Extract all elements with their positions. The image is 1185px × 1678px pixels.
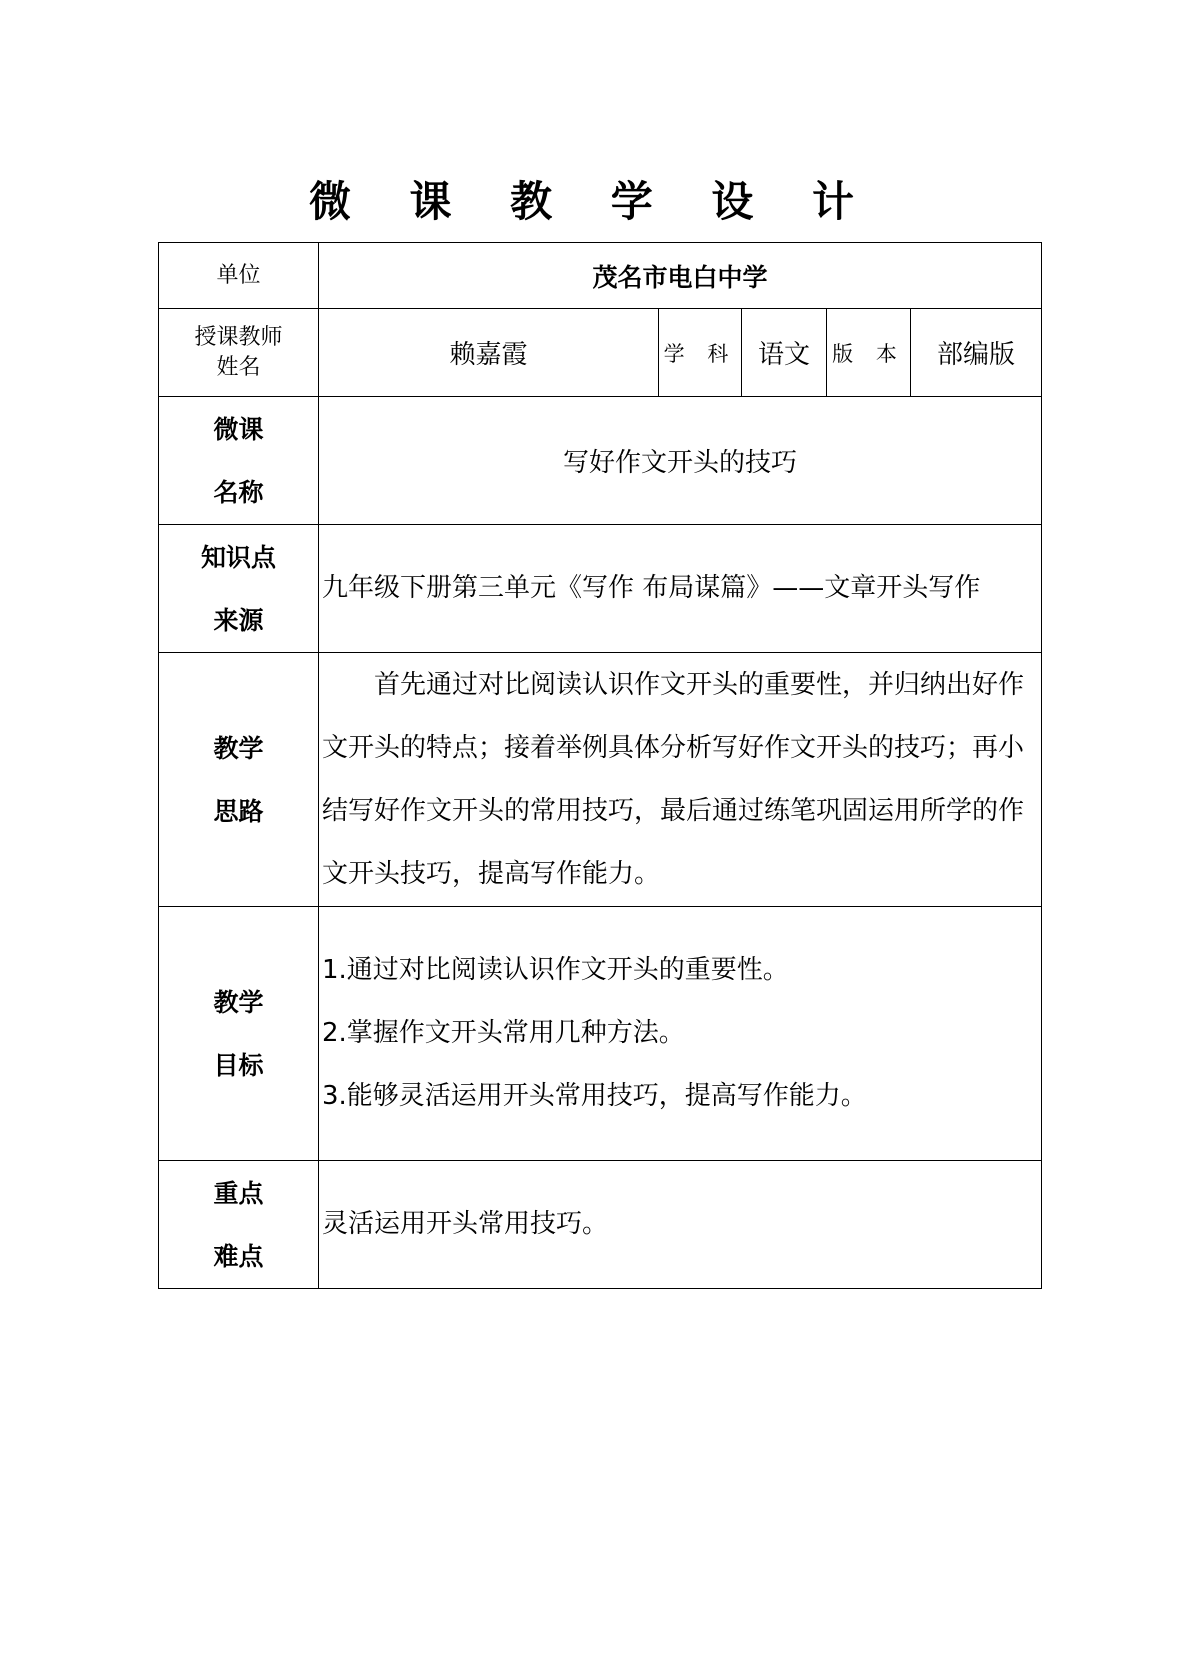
course-name-label-line2: 名称 bbox=[213, 477, 264, 507]
source-label-cell bbox=[159, 525, 319, 653]
source-label-line1: 知识点 bbox=[200, 542, 276, 572]
edition-label-cell bbox=[827, 309, 911, 397]
edition-label: 版 本 bbox=[832, 341, 905, 366]
edition-value-cell bbox=[911, 309, 1042, 397]
goals-label-cell bbox=[159, 907, 319, 1161]
goals-row bbox=[159, 907, 1042, 1161]
page-title: 微 课 教 学 设 计 bbox=[308, 177, 877, 226]
subject-value-cell bbox=[742, 309, 827, 397]
goals-label-line2: 目标 bbox=[213, 1050, 264, 1080]
source-row bbox=[159, 525, 1042, 653]
teacher-label-cell bbox=[159, 309, 319, 397]
approach-label-line1: 教学 bbox=[213, 733, 264, 763]
course-name-value-cell bbox=[319, 397, 1042, 525]
goal-item-1: 1.通过对比阅读认识作文开头的重要性。 bbox=[322, 955, 789, 985]
goal-item-3: 3.能够灵活运用开头常用技巧，提高写作能力。 bbox=[322, 1081, 867, 1111]
goals-label-line1: 教学 bbox=[213, 987, 264, 1017]
course-name-row bbox=[159, 397, 1042, 525]
teacher-label-line1: 授课教师 bbox=[194, 324, 283, 350]
subject-value: 语文 bbox=[757, 340, 810, 370]
unit-value: 茂名市电白中学 bbox=[592, 262, 768, 292]
key-points-label-line1: 重点 bbox=[213, 1178, 264, 1208]
key-points-value-cell bbox=[319, 1161, 1042, 1289]
source-value-cell bbox=[319, 525, 1042, 653]
goals-value-cell bbox=[319, 907, 1042, 1161]
key-points-value: 灵活运用开头常用技巧。 bbox=[322, 1209, 609, 1239]
teacher-row bbox=[159, 309, 1042, 397]
course-name-label-line1: 微课 bbox=[213, 414, 264, 444]
teacher-name-cell bbox=[319, 309, 659, 397]
teacher-name: 赖嘉霞 bbox=[449, 340, 528, 370]
lesson-design-form bbox=[158, 242, 1042, 1289]
approach-value-cell bbox=[319, 653, 1042, 907]
unit-value-cell bbox=[319, 243, 1042, 309]
key-points-label-line2: 难点 bbox=[213, 1241, 264, 1271]
unit-label-cell bbox=[159, 243, 319, 309]
course-name-value: 写好作文开头的技巧 bbox=[562, 448, 797, 478]
approach-paragraph: 首先通过对比阅读认识作文开头的重要性，并归纳出好作文开头的特点；接着举例具体分析写好作文开头的技巧；再小结写好作文开头的常用技巧，最后通过练笔巩固运用所学的作文开头技巧，提高写作能力。 bbox=[322, 669, 1025, 889]
unit-row bbox=[159, 243, 1042, 309]
approach-label-line2: 思路 bbox=[213, 796, 264, 826]
approach-row bbox=[159, 653, 1042, 907]
source-label-line2: 来源 bbox=[213, 605, 264, 635]
edition-value: 部编版 bbox=[936, 340, 1015, 370]
subject-label: 学 科 bbox=[663, 341, 737, 366]
goal-item-2: 2.掌握作文开头常用几种方法。 bbox=[322, 1018, 685, 1048]
subject-label-cell bbox=[659, 309, 742, 397]
course-name-label-cell bbox=[159, 397, 319, 525]
source-value: 九年级下册第三单元《写作 布局谋篇》——文章开头写作 bbox=[322, 573, 981, 603]
teacher-label-line2: 姓名 bbox=[216, 354, 261, 380]
key-points-label-cell bbox=[159, 1161, 319, 1289]
approach-label-cell bbox=[159, 653, 319, 907]
key-points-row bbox=[159, 1161, 1042, 1289]
unit-label: 单位 bbox=[216, 262, 261, 288]
